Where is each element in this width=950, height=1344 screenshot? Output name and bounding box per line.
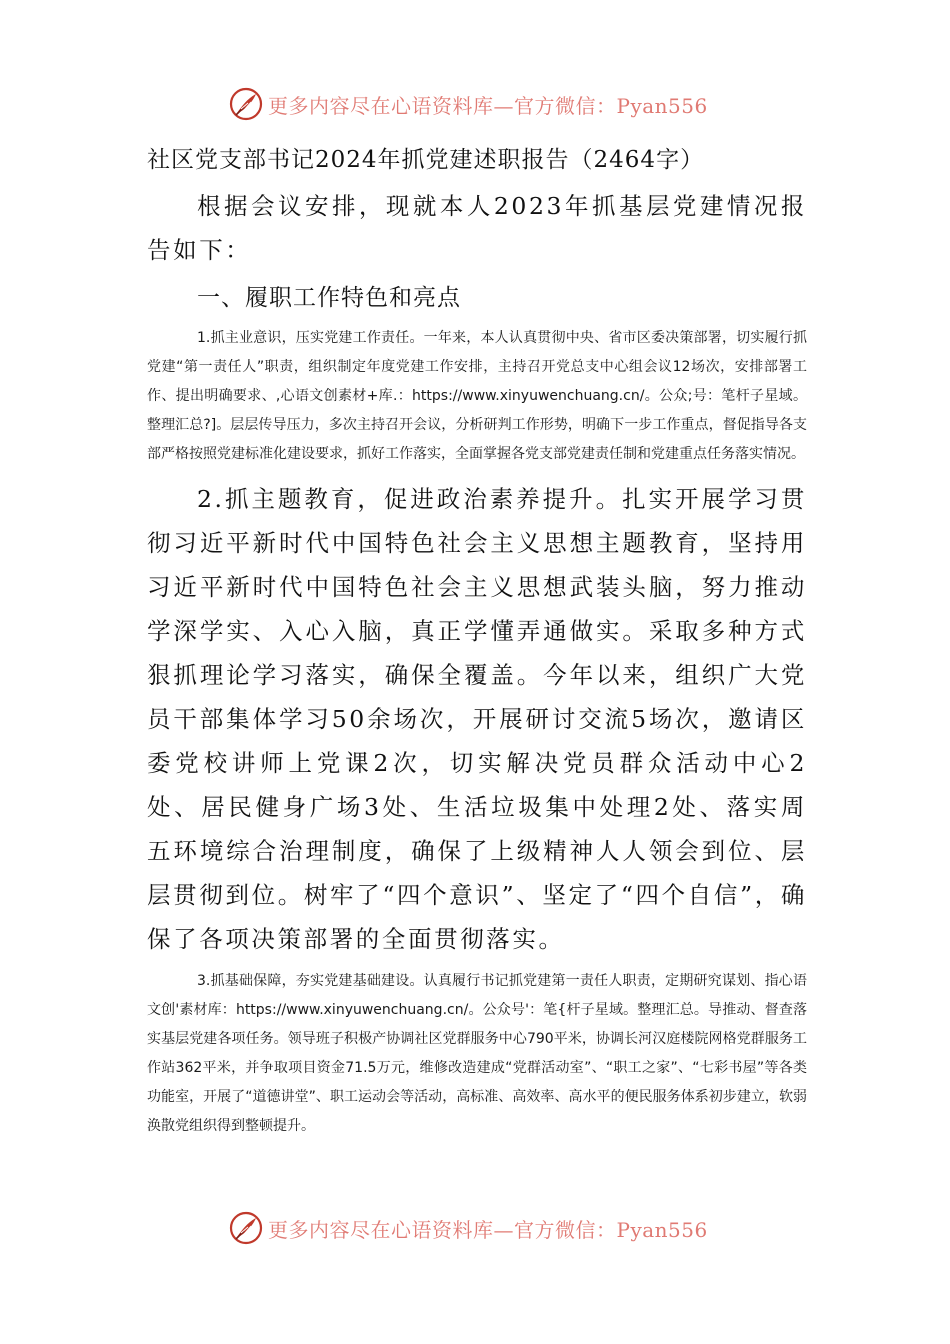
header-banner: [228, 82, 728, 126]
feather-pen-circle-icon: [228, 1210, 264, 1246]
feather-pen-circle-icon: [228, 86, 264, 122]
paragraph-1: 1.抓主业意识，压实党建工作责任。一年来，本人认真贯彻中央、省市区委决策部署，切实履行抓党建“第一责任人”职责，组织制定年度党建工作安排，主持召开党总支中心组会议12场次，安排部署工作、提出明确要求、,心语文创素材+库.：https://www.xinyuwenchuang.cn/。公众;号：笔杆子星域。整理汇总?]。层层传导压力，多次主持召开会议，分析研判工作形势，明确下一步工作重点，督促指导各支部严格按照党建标准化建设要求，抓好工作落实，全面掌握各党支部党建责任制和党建重点任务落实情况。: [147, 330, 807, 462]
footer-banner: [228, 1206, 728, 1250]
banner-text: 更多内容尽在心语资料库—官方微信：Pyan556: [268, 1217, 708, 1242]
paragraph-3: 3.抓基础保障，夯实党建基础建设。认真履行书记抓党建第一责任人职责，定期研究谋划、指心语文创'素材库：https://www.xinyuwenchuang.cn/。公众号'：笔{杆子星域。整理汇总。导推动、督查落实基层党建各项任务。领导班子积极产协调社区党群服务中心790平米，协调长河汉庭楼院网格党群服务工作站362平米，并争取项目资金71.5万元，维修改造建成“党群活动室”、“职工之家”、“七彩书屋”等各类功能室，开展了“道德讲堂”、职工运动会等活动，高标准、高效率、高水平的便民服务体系初步建立，软弱涣散党组织得到整顿提升。: [147, 973, 807, 1134]
document-title: 社区党支部书记2024年抓党建述职报告（2464字）: [147, 147, 705, 173]
paragraph-2: 2.抓主题教育，促进政治素养提升。扎实开展学习贯彻习近平新时代中国特色社会主义思想主题教育，坚持用习近平新时代中国特色社会主义思想武装头脑，努力推动学深学实、入心入脑，真正学懂弄通做实。采取多种方式狠抓理论学习落实，确保全覆盖。今年以来，组织广大党员干部集体学习50余场次，开展研讨交流5场次，邀请区委党校讲师上党课2次，切实解决党员群众活动中心2处、居民健身广场3处、生活垃圾集中处理2处、落实周五环境综合治理制度，确保了上级精神人人领会到位、层层贯彻到位。树牢了“四个意识”、坚定了“四个自信”，确保了各项决策部署的全面贯彻落实。: [147, 485, 807, 953]
intro-paragraph: 根据会议安排，现就本人2023年抓基层党建情况报告如下：: [147, 192, 807, 264]
banner-text: 更多内容尽在心语资料库—官方微信：Pyan556: [268, 93, 708, 118]
section-heading: 一、履职工作特色和亮点: [197, 285, 461, 311]
document-body: [147, 140, 807, 1141]
